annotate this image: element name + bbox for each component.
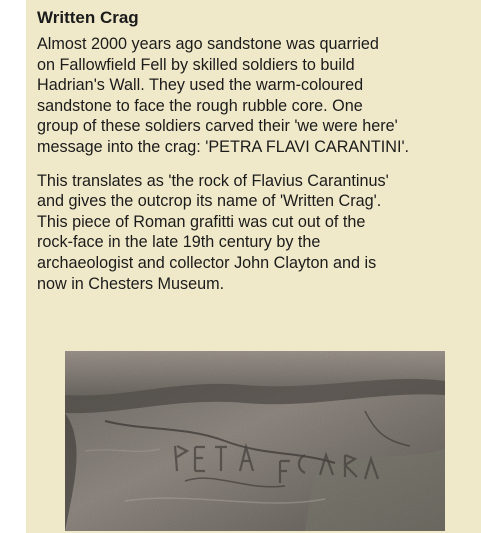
paragraph-1-line: group of these soldiers carved their 'we were here' [37,117,398,136]
article [37,8,477,294]
paragraph-1-line: message into the crag: 'PETRA FLAVI CARANTINI'. [37,137,410,156]
paragraph-1-line: Almost 2000 years ago sandstone was quarried [37,35,379,53]
paragraph-2-line: and gives the outcrop its name of 'Written Crag'. [37,192,382,211]
paragraph-2-line: This translates as 'the rock of Flavius Carantinus' [37,171,389,190]
paragraph-1 [37,34,477,158]
paragraph-1-line: sandstone to face the rough rubble core. One [37,96,363,115]
inscribed-stone-image [65,351,445,531]
paragraph-2-line: archaeologist and collector John Clayton and is [37,253,377,272]
article-title: Written Crag [37,8,139,27]
paragraph-2-line: rock-face in the late 19th century by the [37,233,321,252]
paragraph-2-line: This piece of Roman grafitti was cut out of the [37,212,366,231]
paragraph-1-line: on Fallowfield Fell by skilled soldiers to build [37,55,355,74]
inscribed-stone-photo [65,351,445,531]
paragraph-2-line: now in Chesters Museum. [37,274,225,293]
paragraph-2 [37,171,477,295]
paragraph-1-line: Hadrian's Wall. They used the warm-coloured [37,76,364,95]
